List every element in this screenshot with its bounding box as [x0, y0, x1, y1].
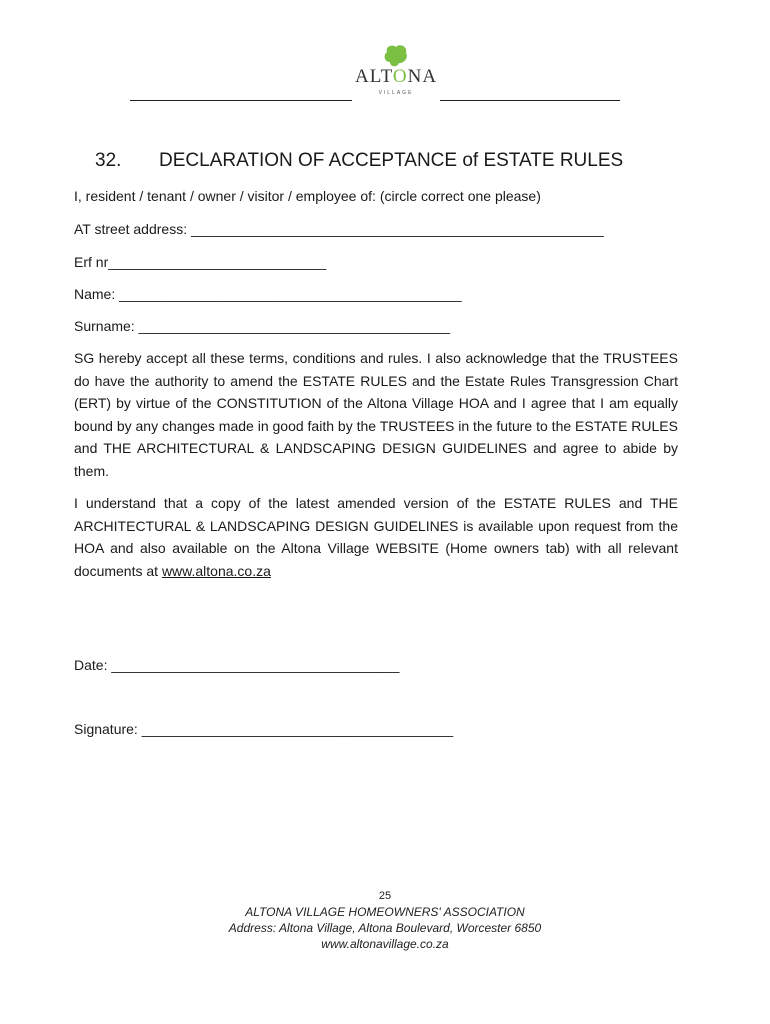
copy-paragraph-text: I understand that a copy of the latest amended version of the ESTATE RULES and THE ARCHITECTURAL & LANDSCAPING DESIGN GUIDELINES is available upon request from the HOA and also available on the Altona Village WEBSITE (Home owners tab) with all relevant documents at [74, 495, 678, 579]
section-heading [95, 150, 715, 172]
altona-website-link[interactable]: www.altona.co.za [161, 562, 271, 579]
altona-logo [355, 44, 437, 102]
erf-number-field[interactable]: Erf nr____________________________ [74, 254, 327, 270]
street-address-field[interactable]: AT street address: _____________________________________________________ [74, 221, 604, 237]
footer-website: www.altonavillage.co.za [321, 937, 449, 951]
footer-org: ALTONA VILLAGE HOMEOWNERS' ASSOCIATION [245, 905, 525, 919]
page-number: 25 [378, 890, 392, 902]
date-field[interactable]: Date: _____________________________________ [74, 657, 400, 673]
logo-subtitle: VILLAGE [378, 90, 414, 96]
section-number: 32. [95, 150, 122, 171]
acceptance-paragraph: SG hereby accept all these terms, conditions and rules. I also acknowledge that the TRUSTEES do have the authority to amend the ESTATE RULES and the Estate Rules Transgression Chart (ERT) by virtue of the CONSTITUTION of the Altona Village HOA and I agree that I am equally bound by any changes made in good faith by the TRUSTEES in the future to the ESTATE RULES and THE ARCHITECTURAL & LANDSCAPING DESIGN GUIDELINES and agree to abide by them. [74, 350, 678, 479]
footer-address: Address: Altona Village, Altona Boulevard, Worcester 6850 [228, 921, 542, 935]
signature-field[interactable]: Signature: ________________________________________ [74, 721, 454, 737]
intro-line: I, resident / tenant / owner / visitor / employee of: (circle correct one please) [74, 188, 541, 204]
header-rule-left [130, 100, 352, 101]
section-title: DECLARATION OF ACCEPTANCE of ESTATE RULES [159, 150, 624, 171]
surname-field[interactable]: Surname: ________________________________________ [74, 318, 451, 334]
copy-paragraph [74, 492, 678, 582]
logo-wordmark: ALTONA [355, 66, 438, 87]
header-rule-right [440, 100, 620, 101]
name-field[interactable]: Name: ____________________________________________ [74, 286, 462, 302]
